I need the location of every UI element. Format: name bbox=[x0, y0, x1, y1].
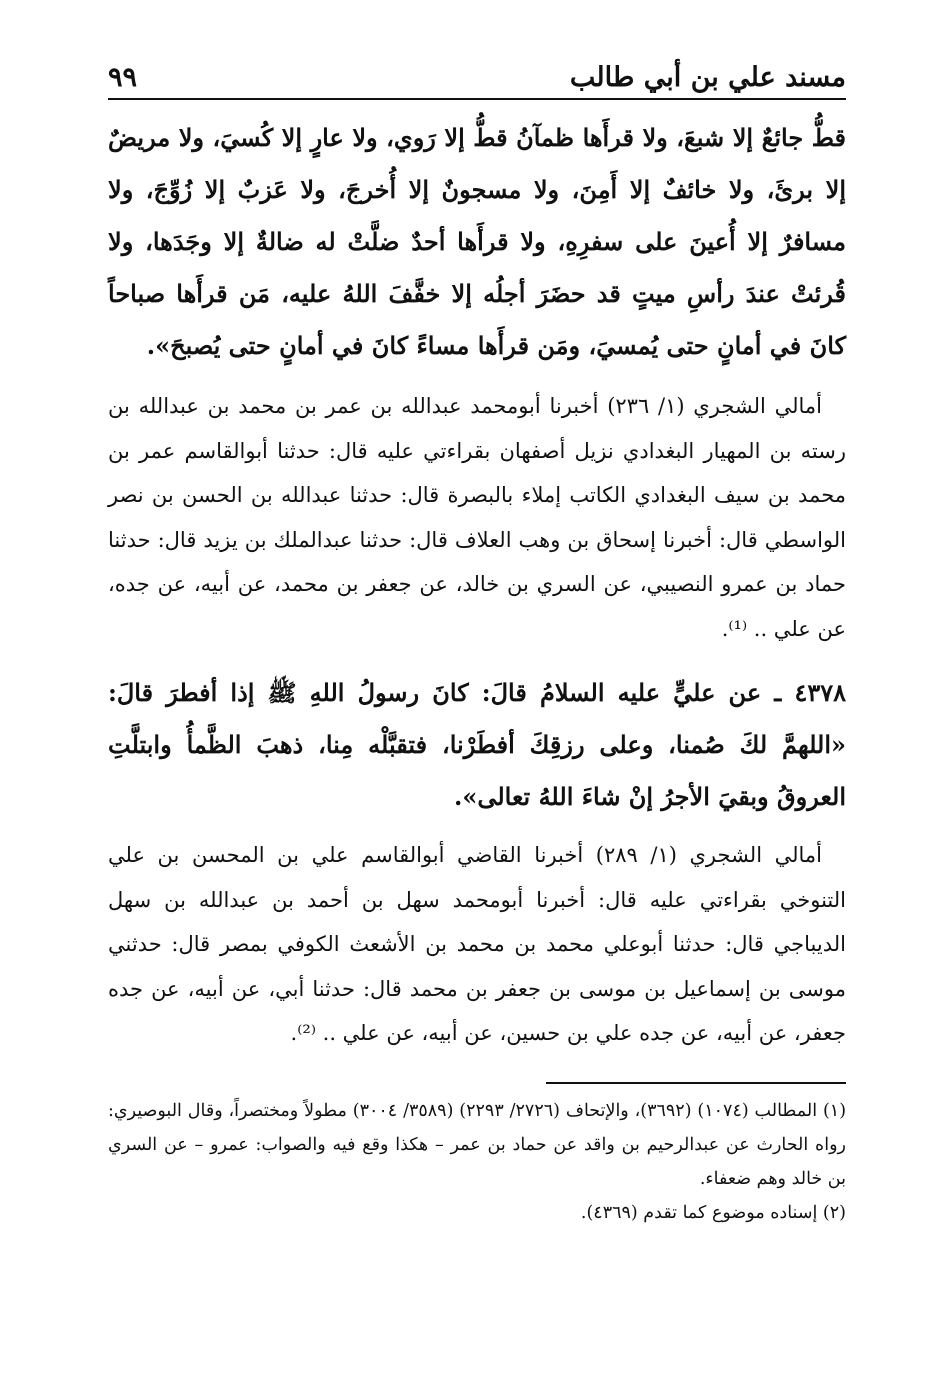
book-page bbox=[108, 60, 846, 1360]
footnote-divider bbox=[546, 1082, 846, 1084]
page-number: ٩٩ bbox=[108, 62, 138, 93]
source-paragraph-1: أمالي الشجري (١/ ٢٣٦) أخبرنا أبومحمد عبدالله بن عمر بن محمد بن عبدالله بن رسته بن المهيار البغدادي نزيل أصفهان بقراءتي عليه قال: حدثنا أبوالقاسم عمر بن محمد بن سيف البغدادي الكاتب إملاء بالبصرة قال: حدثنا عبدالله بن الحسن بن نصر الواسطي قال: أخبرنا إسحاق بن وهب العلاف قال: حدثنا عبدالملك بن يزيد قال: حدثنا حماد بن عمرو النصيبي، عن السري بن خالد، عن جعفر بن محمد، عن أبيه، عن جده، عن علي .. ⁽¹⁾. bbox=[108, 394, 846, 641]
page-header bbox=[108, 60, 846, 100]
footnote-2: (٢) إسناده موضوع كما تقدم (٤٣٦٩). bbox=[580, 1202, 846, 1223]
hadith-text: ـ عن عليٍّ عليه السلامُ قالَ: كانَ رسولُ اللهِ ﷺ إذا أفطرَ قالَ: «اللهمَّ لكَ صُمنا، وعلى رزقِكَ أفطَرْنا، فتقبَّلْه مِنا، ذهبَ الظَّمأُ وابتلَّتِ العروقُ وبقيَ الأجرُ إنْ شاءَ اللهُ تعالى». bbox=[108, 678, 846, 811]
footnote-1: (١) المطالب (١٠٧٤) (٣٦٩٢)، والإتحاف (٢٧٢٦/ ٢٢٩٣) (٣٥٨٩/ ٣٠٠٤) مطولاً ومختصراً، وقال البوصيري: رواه الحارث عن عبدالرحيم بن واقد عن حماد بن عمر – هكذا وقع فيه والصواب: عمرو – عن السري بن خالد وهم ضعفاء. bbox=[108, 1100, 847, 1189]
hadith-continuation: قطُّ جائعٌ إلا شبعَ، ولا قرأَها ظمآنُ قطُّ إلا رَوي، ولا عارٍ إلا كُسيَ، ولا مريضٌ إلا برئَ، ولا خائفٌ إلا أَمِنَ، ولا مسجونٌ إلا أُخرجَ، ولا عَزبٌ إلا زُوِّجَ، ولا مسافرٌ إلا أُعينَ على سفرِهِ، ولا قرأَها أحدٌ ضلَّتْ له ضالةٌ إلا وجَدَها، ولا قُرئتْ عندَ رأسِ ميتٍ قد حضَرَ أجلُه إلا خفَّفَ اللهُ عليه، مَن قرأَها صباحاً كانَ في أمانٍ حتى يُمسيَ، ومَن قرأَها مساءً كانَ في أمانٍ حتى يُصبحَ». bbox=[108, 123, 846, 360]
running-title: مسند علي بن أبي طالب bbox=[569, 62, 846, 93]
source-paragraph-2: أمالي الشجري (١/ ٢٨٩) أخبرنا القاضي أبوالقاسم علي بن المحسن بن علي التنوخي بقراءتي عليه قال: أخبرنا أبومحمد سهل بن أحمد بن عبدالله بن سهل الديباجي قال: حدثنا أبوعلي محمد بن محمد بن الأشعث الكوفي بمصر قال: حدثني موسى بن إسماعيل بن موسى بن جعفر بن محمد قال: حدثنا أبي، عن أبيه، عن جده جعفر، عن أبيه، عن جده علي بن حسين، عن أبيه، عن علي .. ⁽²⁾. bbox=[108, 843, 846, 1045]
hadith-4378 bbox=[108, 667, 846, 823]
footnotes bbox=[108, 1094, 846, 1230]
hadith-number: ٤٣٧٨ bbox=[794, 678, 846, 707]
